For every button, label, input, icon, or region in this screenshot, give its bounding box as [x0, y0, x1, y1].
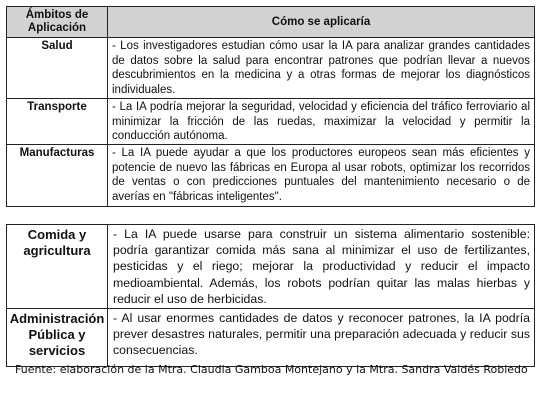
area-cell: Comida y agricultura — [7, 225, 108, 309]
table-row — [7, 145, 535, 207]
applications-table-top — [6, 6, 535, 207]
area-cell: Transporte — [7, 99, 108, 145]
description-cell: - Al usar enormes cantidades de datos y reconocer patrones, la IA podría prever desastres naturales, permitir una preparación adecuada y reducir sus consecuencias. — [108, 309, 535, 367]
area-cell: Administración Pública y servicios — [7, 309, 108, 367]
table-header-row — [7, 7, 535, 38]
table-row — [7, 99, 535, 145]
table-row — [7, 38, 535, 99]
source-caption: Fuente: elaboración de la Mtra. Claudia Gamboa Montejano y la Mtra. Sandra Valdés Robledo — [15, 363, 528, 376]
description-cell: - La IA puede ayudar a que los productores europeos sean más eficientes y potencie de nuevo las fábricas en Europa al usar robots, optimizar los recorridos de ventas o con predicciones puntuales del mantenimiento necesario o de averías en "fábricas inteligentes". — [108, 145, 535, 207]
table-row — [7, 309, 535, 367]
description-cell: - Los investigadores estudian cómo usar la IA para analizar grandes cantidades de datos sobre la salud para encontrar patrones que podrían llevar a nuevos descubrimientos en la medicina y a otras formas de mejorar los diagnósticos individuales. — [108, 38, 535, 99]
description-cell: - La IA puede usarse para construir un sistema alimentario sostenible: podría garantizar comida más sana al minimizar el uso de fertilizantes, pesticidas y el riego; mejorar la productividad y reducir el impacto medioambiental. Además, los robots podrían quitar las malas hierbas y reducir el uso de herbicidas. — [108, 225, 535, 309]
header-como-se-aplicaria: Cómo se aplicaría — [108, 7, 535, 38]
description-cell: - La IA podría mejorar la seguridad, velocidad y eficiencia del tráfico ferroviario al minimizar la fricción de las ruedas, maximizar la velocidad y permitir la conducción autónoma. — [108, 99, 535, 145]
area-cell: Manufacturas — [7, 145, 108, 207]
applications-table-bottom — [6, 224, 535, 367]
table-row — [7, 225, 535, 309]
header-ambitos: Ámbitos de Aplicación — [7, 7, 108, 38]
area-cell: Salud — [7, 38, 108, 99]
